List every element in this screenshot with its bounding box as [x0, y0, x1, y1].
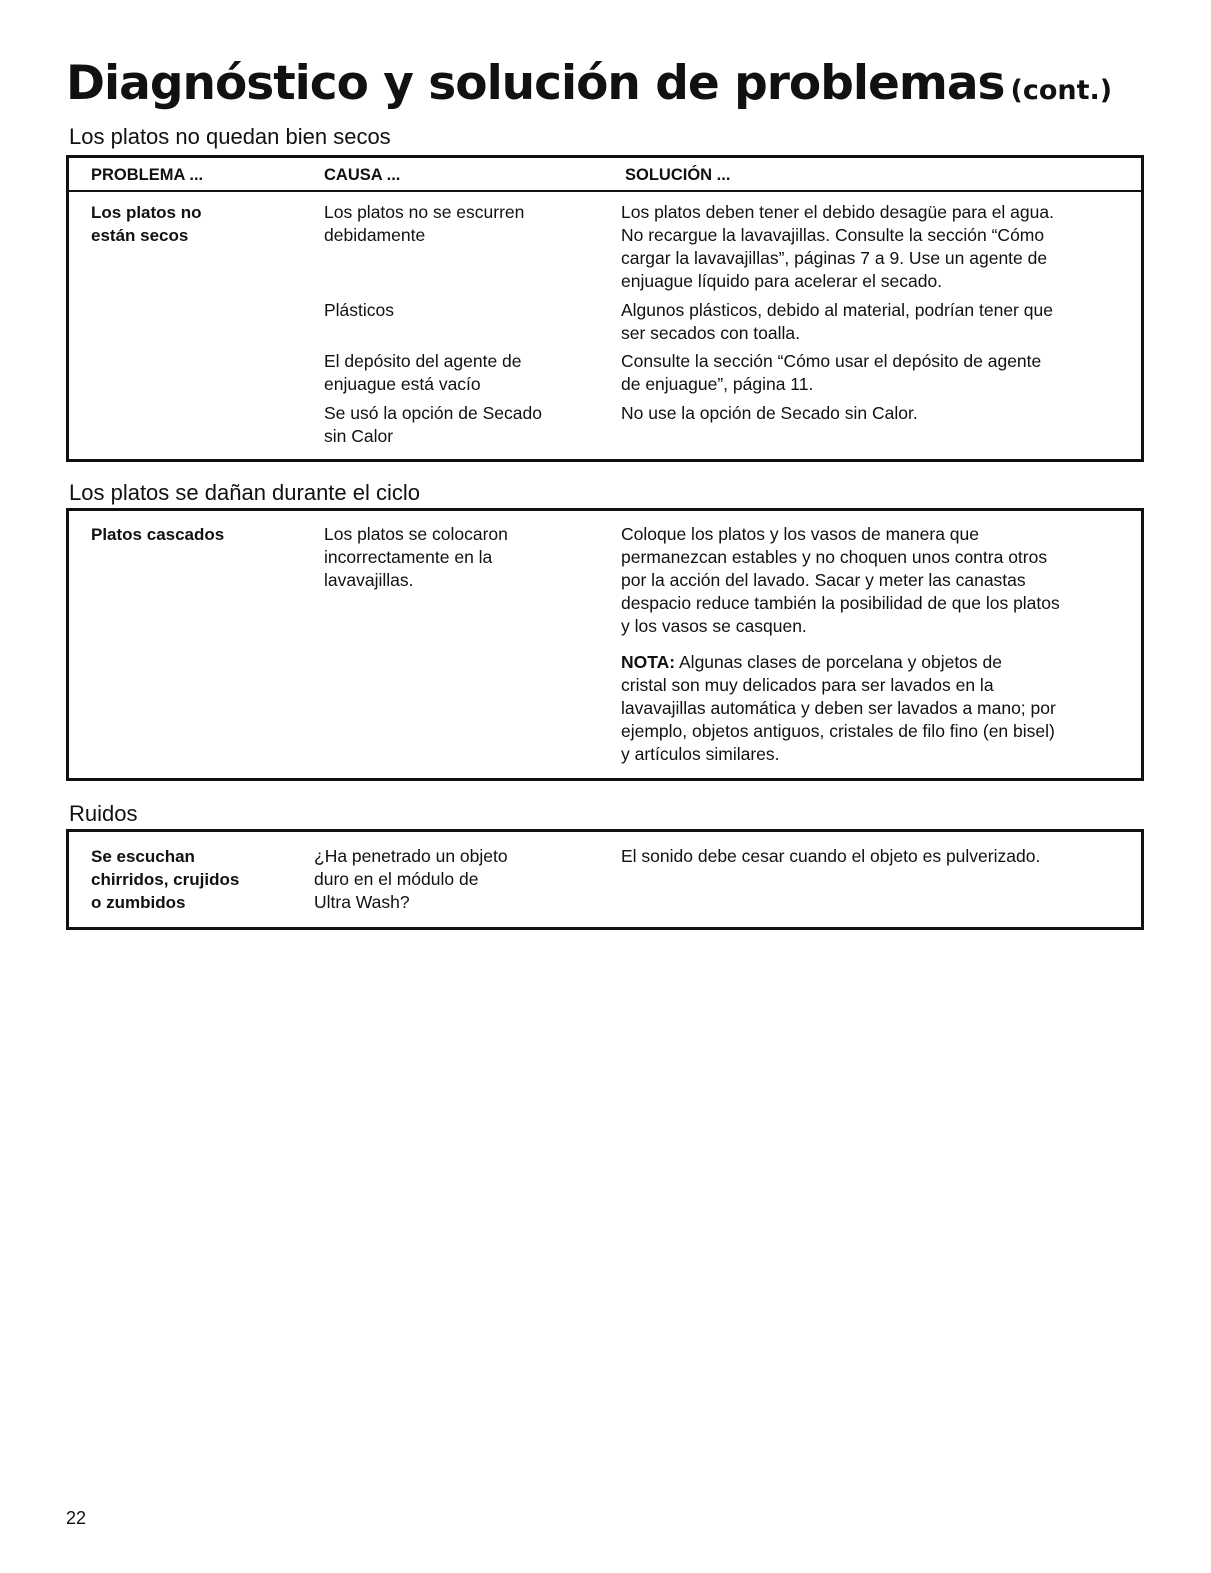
cause-text: debidamente: [324, 225, 426, 245]
cause-cell: [324, 402, 599, 448]
cause-text: Los platos se colocaron: [324, 524, 508, 544]
cause-text: Se usó la opción de Secado: [324, 403, 542, 423]
cause-text: Los platos no se escurren: [324, 202, 525, 222]
cause-text: Plásticos: [324, 300, 395, 320]
note-text-line: lavavajillas automática y deben ser lavados a mano; por: [621, 698, 1056, 718]
page-title: [66, 56, 1112, 119]
note-text-line: Algunas clases de porcelana y objetos de: [675, 652, 1002, 672]
solution-text: Algunos plásticos, debido al material, podrían tener que: [621, 300, 1053, 320]
cause-text: lavavajillas.: [324, 570, 414, 590]
solution-text: Consulte la sección “Cómo usar el depósito de agente: [621, 351, 1042, 371]
table-header-row: [69, 158, 1141, 192]
problem-cell: [91, 523, 291, 546]
troubleshooting-table-drying: [66, 155, 1144, 462]
problem-text: Se escuchan: [91, 847, 195, 866]
note-text-line: y artículos similares.: [621, 744, 780, 764]
section-heading-drying: Los platos no quedan bien secos: [69, 124, 391, 149]
cause-text: incorrectamente en la: [324, 547, 493, 567]
cause-text: El depósito del agente de: [324, 351, 522, 371]
solution-text: Los platos deben tener el debido desagüe para el agua.: [621, 202, 1054, 222]
note-text-line: cristal son muy delicados para ser lavados en la: [621, 675, 994, 695]
solution-cell: [621, 523, 1133, 638]
solution-text: enjuague líquido para acelerar el secado.: [621, 271, 943, 291]
solution-text: No recargue la lavavajillas. Consulte la sección “Cómo: [621, 225, 1045, 245]
cause-cell: [324, 523, 599, 592]
section-heading-damage: Los platos se dañan durante el ciclo: [69, 480, 421, 505]
problem-text: Los platos no: [91, 203, 202, 222]
column-header-problem: PROBLEMA ...: [91, 166, 204, 184]
troubleshooting-table-noises: [66, 829, 1144, 930]
solution-text: por la acción del lavado. Sacar y meter las canastas: [621, 570, 1026, 590]
cause-text: Ultra Wash?: [314, 892, 410, 912]
solution-text: Coloque los platos y los vasos de manera que: [621, 524, 979, 544]
solution-cell: [621, 402, 1133, 425]
note-cell: [621, 651, 1133, 766]
note-text: [621, 651, 1133, 674]
problem-text: chirridos, crujidos: [91, 870, 240, 889]
column-header-cause: CAUSA ...: [324, 166, 401, 184]
column-header-solution: SOLUCIÓN ...: [625, 166, 731, 184]
solution-text: y los vasos se casquen.: [621, 616, 807, 636]
solution-cell: [621, 201, 1133, 293]
solution-text: No use la opción de Secado sin Calor.: [621, 403, 918, 423]
solution-text: permanezcan estables y no choquen unos contra otros: [621, 547, 1048, 567]
solution-text: de enjuague”, página 11.: [621, 374, 814, 394]
cause-cell: [324, 350, 599, 396]
page-title-cont: (cont.): [1010, 75, 1113, 106]
problem-text: Platos cascados: [91, 525, 225, 544]
problem-cell: [91, 201, 291, 247]
solution-text: El sonido debe cesar cuando el objeto es pulverizado.: [621, 846, 1041, 866]
solution-text: despacio reduce también la posibilidad de que los platos: [621, 593, 1060, 613]
solution-cell: [621, 845, 1133, 868]
note-text-line: ejemplo, objetos antiguos, cristales de filo fino (en bisel): [621, 721, 1055, 741]
cause-cell: [324, 299, 599, 322]
problem-cell: [91, 845, 291, 914]
solution-cell: [621, 299, 1133, 345]
cause-text: enjuague está vacío: [324, 374, 481, 394]
cause-cell: [324, 201, 599, 247]
cause-text: ¿Ha penetrado un objeto: [314, 846, 508, 866]
cause-text: sin Calor: [324, 426, 394, 446]
solution-text: ser secados con toalla.: [621, 323, 800, 343]
cause-text: duro en el módulo de: [314, 869, 479, 889]
solution-cell: [621, 350, 1133, 396]
page-title-main: Diagnóstico y solución de problemas: [66, 56, 1005, 111]
section-heading-noises: Ruidos: [69, 801, 138, 826]
cause-cell: [314, 845, 589, 914]
troubleshooting-table-damage: [66, 508, 1144, 781]
page-number: 22: [66, 1508, 87, 1528]
problem-text: o zumbidos: [91, 893, 186, 912]
problem-text: están secos: [91, 226, 189, 245]
note-label: NOTA:: [621, 652, 676, 672]
solution-text: cargar la lavavajillas”, páginas 7 a 9. Use un agente de: [621, 248, 1048, 268]
